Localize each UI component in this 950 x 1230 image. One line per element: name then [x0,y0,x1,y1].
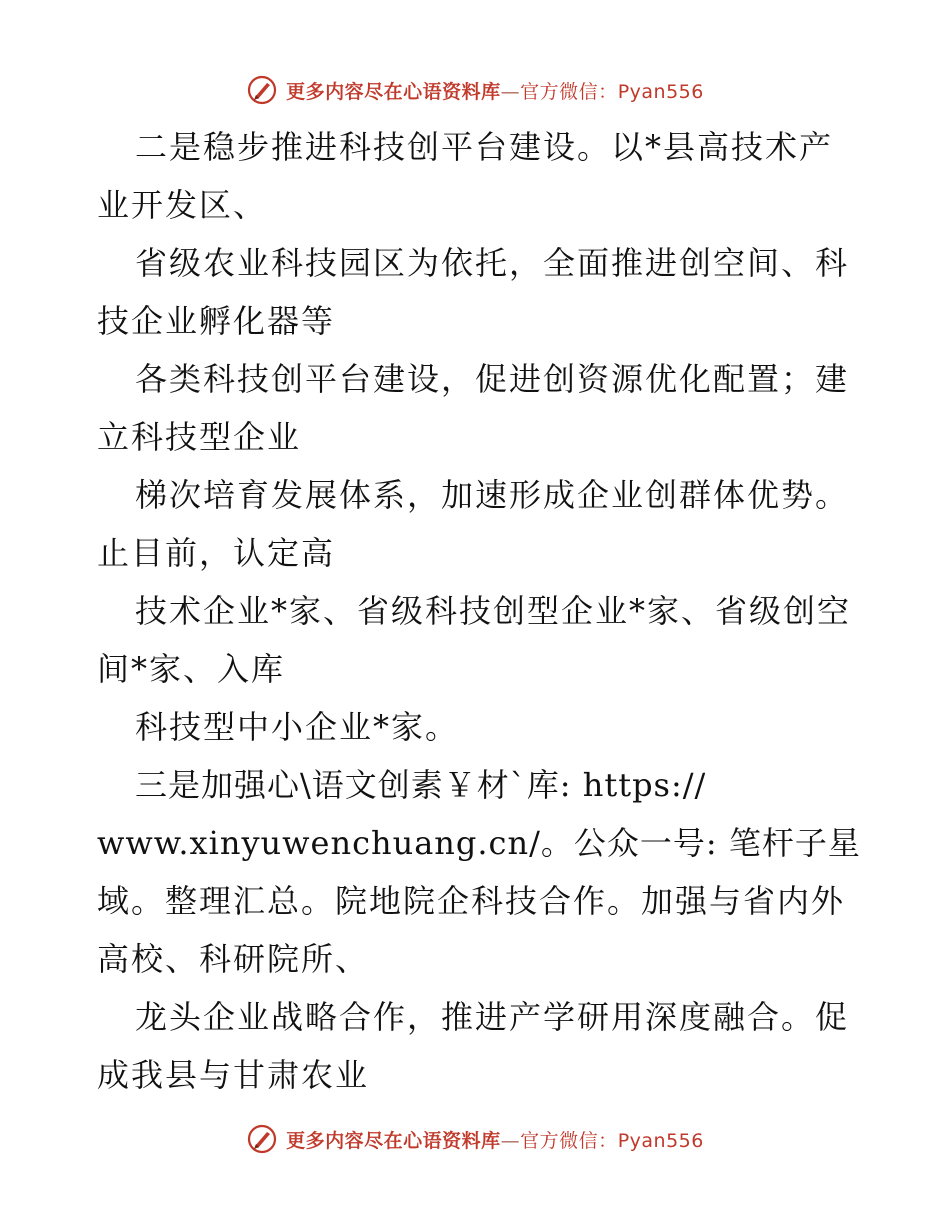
body-line: 梯次培育发展体系，加速形成企业创群体优势。 [135,476,850,514]
body-line: www.xinyuwenchuang.cn/。公众一号: 笔杆子星 [97,824,861,862]
banner-wechat-label: 官方微信： [520,80,618,103]
banner-text [286,77,704,104]
body-line: 省级农业科技园区为依托，全面推进创空间、科 [135,244,850,282]
body-line: 止目前，认定高 [97,534,336,572]
banner-account-id: Pyan556 [617,80,704,103]
footer-watermark-banner [0,1119,950,1159]
body-line: 各类科技创平台建设，促进创资源优化配置；建 [135,360,850,398]
body-line: 三是加强心\语文创素￥材`库: https:// [135,766,707,804]
banner-account-id: Pyan556 [617,1129,704,1152]
banner-text [286,1126,704,1153]
body-line: 间*家、入库 [97,650,286,688]
body-line: 技术企业*家、省级科技创型企业*家、省级创空 [135,592,852,630]
banner-separator: — [500,1129,521,1152]
quill-pen-logo-icon [246,74,278,106]
body-line: 成我县与甘肃农业 [97,1056,370,1094]
body-line: 技企业孵化器等 [97,302,336,340]
banner-label: 更多内容尽在心语资料库 [286,1129,501,1152]
body-line: 域。整理汇总。院地院企科技合作。加强与省内外 [97,882,846,920]
body-line: 高校、科研院所、 [97,940,370,978]
quill-pen-logo-icon [246,1123,278,1155]
body-line: 业开发区、 [97,186,268,224]
body-line: 龙头企业战略合作，推进产学研用深度融合。促 [135,998,850,1036]
banner-separator: — [500,80,521,103]
header-watermark-banner [0,70,950,110]
body-line: 立科技型企业 [97,418,302,456]
banner-wechat-label: 官方微信： [520,1129,618,1152]
banner-label: 更多内容尽在心语资料库 [286,80,501,103]
body-line: 科技型中小企业*家。 [135,708,460,746]
document-body [97,118,861,1104]
body-line: 二是稳步推进科技创平台建设。以*县高技术产 [135,128,834,166]
